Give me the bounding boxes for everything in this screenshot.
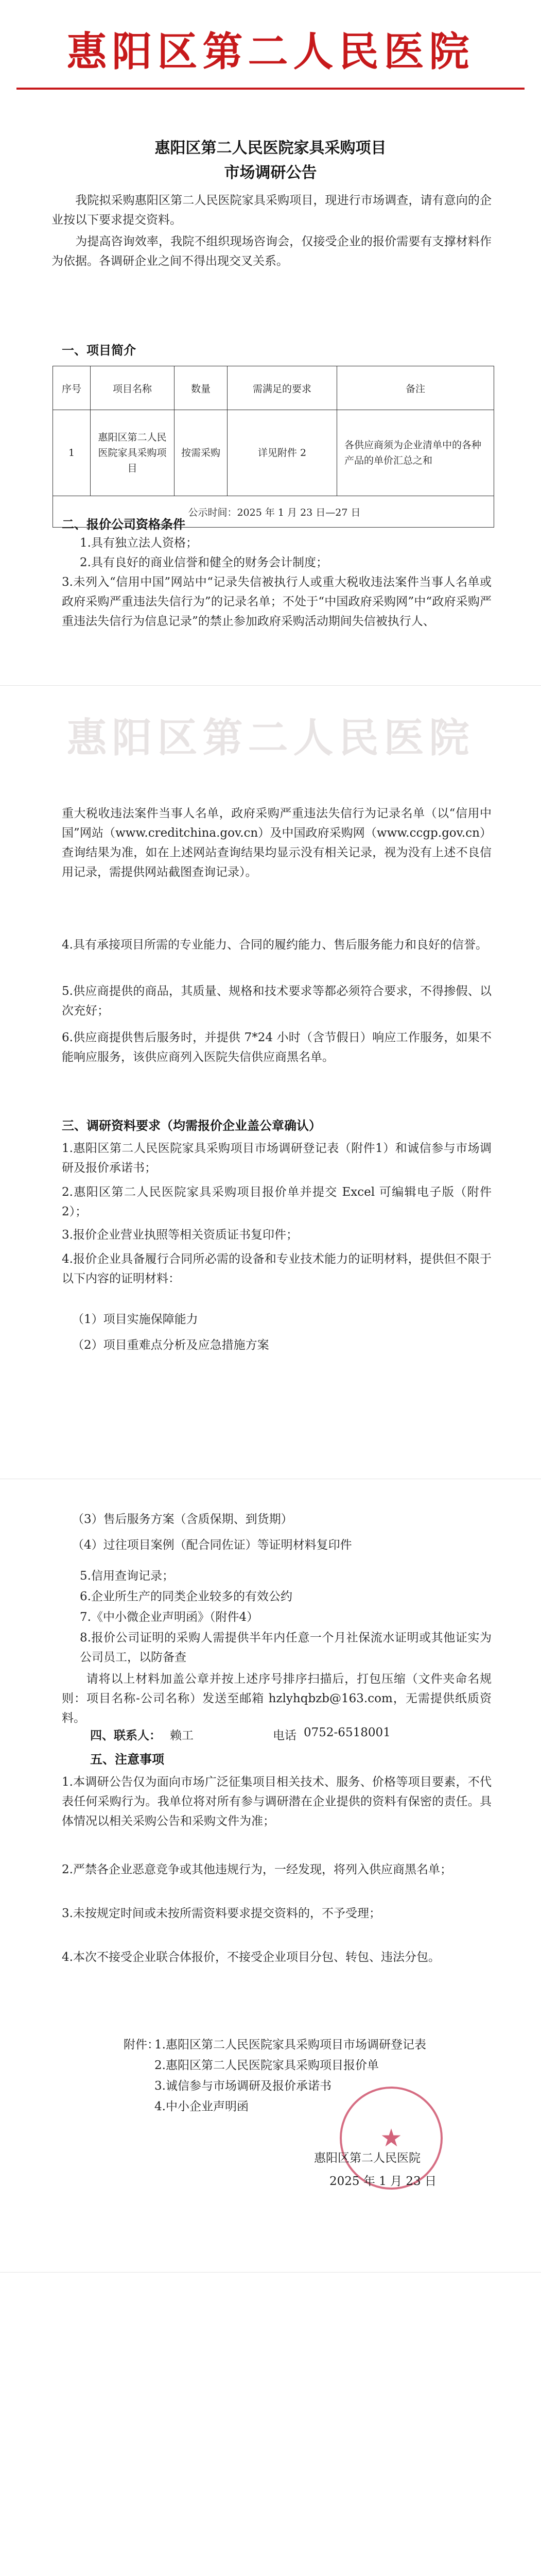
doc-title-line1: 惠阳区第二人民医院家具采购项目 [154, 139, 387, 157]
section3-item: 7.《中小微企业声明函》（附件4） [80, 1611, 259, 1624]
section3-sub-item: （4）过往项目案例（配合同佐证）等证明材料复印件 [72, 1538, 352, 1552]
section2-heading: 二、报价公司资格条件 [62, 517, 185, 532]
section2-item: 1.具有独立法人资格； [80, 536, 198, 550]
section2-item: 5.供应商提供的商品，其质量、规格和技术要求等都必须符合要求，不得掺假、以次充好； [62, 985, 492, 1018]
table-cell: 详见附件 2 [228, 410, 337, 496]
header-ghost: 惠阳区第二人民医院 [66, 715, 475, 761]
section3-sub-item: （3）售后服务方案（含质保期、到货期） [72, 1513, 293, 1526]
table-period-cell: 公示时间：2025 年 1 月 23 日—27 日 [53, 496, 494, 528]
section2-item: 6.供应商提供售后服务时，并提供 7*24 小时（含节假日）响应工作服务，如果不能响应服务，该供应商列入医院失信供应商黑名单。 [62, 1031, 492, 1064]
section3-item: 3.报价企业营业执照等相关资质证书复印件； [62, 1228, 298, 1242]
section3-submit-note: 请将以上材料加盖公章并按上述序号排序扫描后，打包压缩（文件夹命名规则：项目名称-公司名称）发送至邮箱 hzlyhqbzb@163.com，无需提供纸质资料。 [62, 1672, 492, 1725]
intro-paragraph-1: 我院拟采购惠阳区第二人民医院家具采购项目，现进行市场调查，请有意向的企业按以下要求提交资料。 [51, 194, 492, 227]
section3-sub-item: （2）项目重难点分析及应急措施方案 [72, 1338, 269, 1352]
page-4 [0, 2272, 541, 2576]
section2-item: 3.未列入“信用中国”网站中“记录失信被执行人或重大税收违法案件当事人名单或政府采购严重违法失信行为”的记录名单；不处于“中国政府采购网”中“政府采购严重违法失信行为信息记录”的禁止参加政府采购活动期间失信被执行人、 [62, 575, 492, 628]
table-cell: 1 [53, 410, 91, 496]
signature-date: 2025 年 1 月 23 日 [329, 2175, 437, 2188]
table-header-cell: 项目名称 [91, 366, 174, 410]
section3-item: 2.惠阳区第二人民医院家具采购项目报价单并提交 Excel 可编辑电子版（附件2）； [62, 1185, 492, 1218]
section5-heading: 五、注意事项 [90, 1752, 164, 1767]
section3-item: 1.惠阳区第二人民医院家具采购项目市场调研登记表（附件1）和诚信参与市场调研及报价承诺书； [62, 1142, 492, 1175]
intro-paragraph-2: 为提高咨询效率，我院不组织现场咨询会，仅接受企业的报价需要有支撑材料作为依据。各调研企业之间不得出现交叉关系。 [51, 235, 492, 268]
table-cell: 按需采购 [174, 410, 228, 496]
header-divider [16, 88, 525, 90]
seal-star-icon: ★ [380, 2124, 403, 2153]
section5-item: 1.本调研公告仅为面向市场广泛征集项目相关技术、服务、价格等项目要素，不代表任何采购行为。我单位将对所有参与调研潜在企业提供的资料有保密的责任。具体情况以相关采购公告和采购文件为准； [62, 1775, 492, 1828]
attachment-item: 4.中小企业声明函 [154, 2100, 249, 2113]
page-2 [0, 685, 541, 1479]
attachment-item: 3.诚信参与市场调研及报价承诺书 [154, 2079, 331, 2093]
phone-label: 电话 [273, 1729, 296, 1742]
section3-item: 6.企业所生产的同类企业较多的有效公约 [80, 1590, 292, 1603]
attachment-item: 1.惠阳区第二人民医院家具采购项目市场调研登记表 [154, 2038, 426, 2052]
section5-item: 2.严禁各企业恶意竞争或其他违规行为，一经发现，将列入供应商黑名单； [62, 1863, 452, 1876]
section3-item: 5.信用查询记录； [80, 1569, 174, 1583]
section1-heading: 一、项目简介 [62, 343, 136, 358]
section5-item: 4.本次不接受企业联合体报价，不接受企业项目分包、转包、违法分包。 [62, 1951, 440, 1964]
attachment-item: 2.惠阳区第二人民医院家具采购项目报价单 [154, 2059, 379, 2072]
table-header-cell: 需满足的要求 [228, 366, 337, 410]
project-table [53, 366, 494, 528]
attachments-label: 附件： [124, 2038, 159, 2052]
section5-item: 3.未按规定时间或未按所需资料要求提交资料的，不予受理； [62, 1907, 381, 1920]
page-divider [0, 685, 541, 686]
contact-name: 赖工 [170, 1729, 194, 1742]
table-header-row [53, 366, 494, 410]
page-divider [0, 2272, 541, 2273]
section2-item: 2.具有良好的商业信誉和健全的财务会计制度； [80, 556, 328, 569]
table-header-cell: 序号 [53, 366, 91, 410]
doc-title-line2: 市场调研公告 [224, 164, 317, 182]
contact-label: 四、联系人： [90, 1728, 161, 1742]
section3-item: 8.报价公司证明的采购人需提供半年内任意一个月社保流水证明或其他证实为公司员工，以防备查 [80, 1631, 492, 1664]
page-3 [0, 1479, 541, 2272]
section3-heading: 三、调研资料要求（均需报价企业盖公章确认） [62, 1118, 321, 1133]
section2-item: 重大税收违法案件当事人名单，政府采购严重违法失信行为记录名单（以“信用中国”网站（www.creditchina.gov.cn）及中国政府采购网（www.ccgp.gov.cn）查询结果为准，如在上述网站查询结果均显示没有相关记录，视为没有上述不良信用记录，需提供网站截图查询记录）。 [62, 807, 492, 879]
section3-item: 4.报价企业具备履行合同所必需的设备和专业技术能力的证明材料，提供但不限于以下内容的证明材料： [62, 1252, 492, 1285]
section2-item: 4.具有承接项目所需的专业能力、合同的履约能力、售后服务能力和良好的信誉。 [62, 938, 487, 952]
header-org-name: 惠阳区第二人民医院 [66, 29, 475, 75]
table-cell: 各供应商须为企业清单中的各种产品的单价汇总之和 [337, 410, 494, 496]
table-row [53, 410, 494, 496]
table-cell: 惠阳区第二人民医院家具采购项目 [91, 410, 174, 496]
signature-org: 惠阳区第二人民医院 [314, 2151, 421, 2165]
phone-number: 0752-6518001 [304, 1726, 391, 1739]
table-header-cell: 数量 [174, 366, 228, 410]
table-header-cell: 备注 [337, 366, 494, 410]
section3-sub-item: （1）项目实施保障能力 [72, 1313, 198, 1326]
page-1 [0, 0, 541, 685]
